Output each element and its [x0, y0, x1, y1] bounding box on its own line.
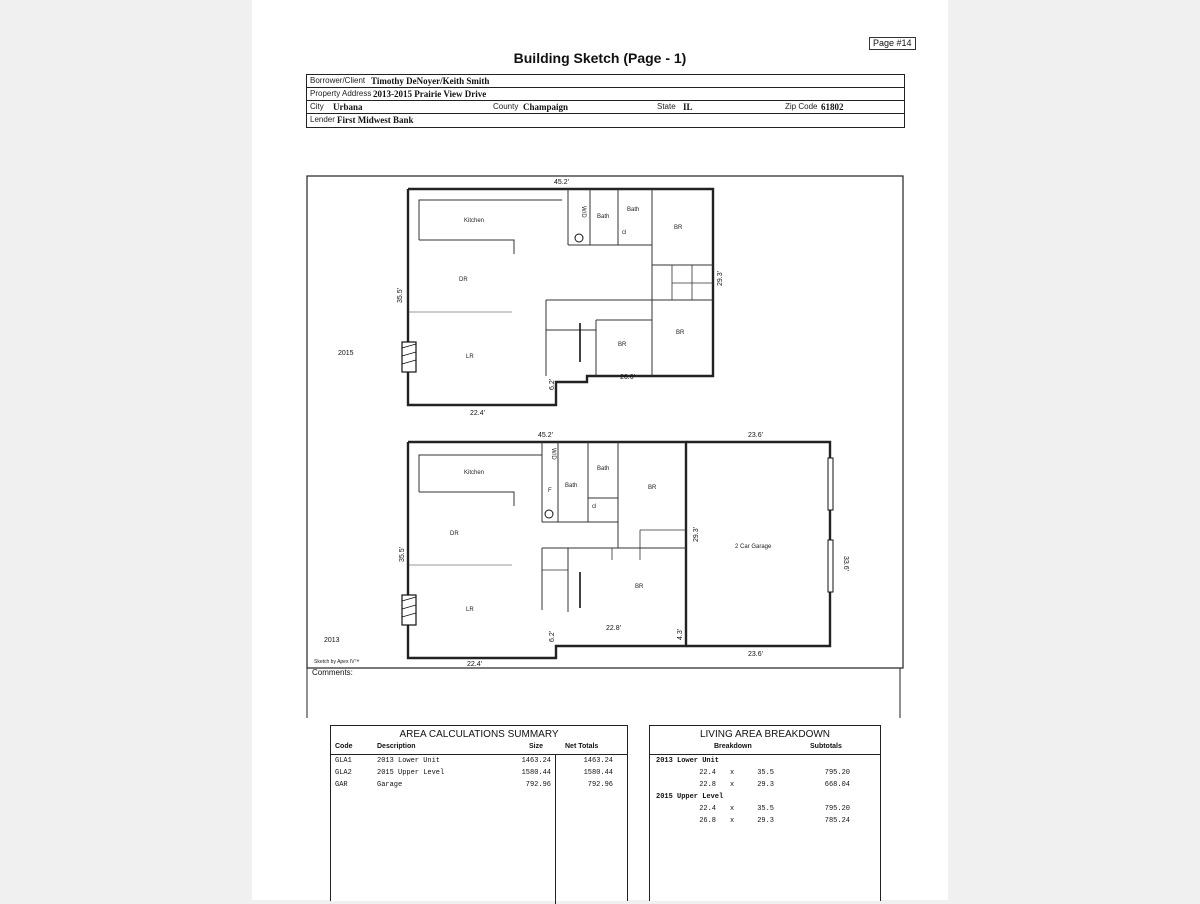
room-label: Kitchen [464, 470, 485, 476]
room-label: Bath [597, 466, 610, 472]
breakdown-dimension: 22.4 [699, 769, 716, 777]
room-label: BR [676, 330, 685, 336]
dimension-label: 6.2' [549, 378, 556, 390]
breakdown-dimension: 29.3 [757, 781, 774, 789]
room-label: LR [466, 354, 474, 360]
breakdown-times: x [730, 769, 735, 777]
breakdown-times: x [730, 781, 735, 789]
unit-label: 2015 [338, 350, 354, 357]
address-label: Property Address [310, 89, 372, 98]
lender-label: Lender [310, 115, 335, 124]
room-label: BR [635, 584, 644, 590]
state-value: IL [683, 102, 693, 112]
city-value: Urbana [333, 102, 363, 112]
room-label: 2 Car Garage [735, 544, 772, 550]
page-title: Building Sketch (Page - 1) [513, 50, 687, 66]
dimension-label: 26.6' [620, 374, 635, 381]
table-cell: GLA2 [335, 769, 352, 777]
breakdown-dimension: 22.8 [699, 781, 716, 789]
table-cell: 1580.44 [583, 769, 613, 777]
column-header: Code [335, 743, 353, 750]
room-label: F [548, 488, 552, 494]
county-label: County [493, 102, 519, 111]
upper-unit-plan [402, 189, 713, 405]
breakdown-subtotal: 795.20 [824, 805, 850, 813]
room-label: W/D [580, 206, 586, 218]
fireplace-icon [402, 595, 416, 625]
table-cell: GLA1 [335, 757, 352, 765]
room-label: DR [459, 277, 468, 283]
table-cell: 792.96 [587, 781, 613, 789]
breakdown-group: 2015 Upper Level [656, 793, 724, 801]
breakdown-dimension: 29.3 [757, 817, 774, 825]
area-summary-table [330, 725, 628, 901]
dimension-label: 22.4' [470, 410, 485, 417]
state-label: State [657, 102, 676, 111]
dimension-label: 35.5' [399, 547, 406, 562]
table-cell: Garage [377, 781, 403, 789]
table-cell: 1580.44 [521, 769, 551, 777]
room-label: BR [618, 342, 627, 348]
fireplace-icon [402, 342, 416, 372]
breakdown-dimension: 35.5 [757, 805, 774, 813]
table-cell: 2013 Lower Unit [377, 757, 441, 765]
table-cell: 792.96 [525, 781, 551, 789]
breakdown-dimension: 35.5 [757, 769, 774, 777]
column-header: Description [377, 743, 416, 750]
county-value: Champaign [523, 102, 569, 112]
room-label: DR [450, 531, 459, 537]
document-page [252, 0, 948, 900]
zip-value: 61802 [821, 102, 844, 112]
dimension-label: 29.3' [717, 271, 724, 286]
dimension-label: 22.8' [606, 625, 621, 632]
dimension-label: 22.4' [467, 661, 482, 668]
breakdown-subtotal: 785.24 [824, 817, 850, 825]
dimension-label: 4.3' [677, 628, 684, 640]
room-label: BR [674, 225, 683, 231]
room-label: W/D [550, 448, 556, 460]
table-cell: 1463.24 [583, 757, 613, 765]
living-area-breakdown-table [649, 725, 881, 901]
comments-label: Comments: [312, 668, 353, 677]
column-header: Size [529, 743, 544, 750]
area-summary-title: AREA CALCULATIONS SUMMARY [399, 729, 559, 740]
table-cell: 2015 Upper Level [377, 769, 445, 777]
breakdown-subtotal: 795.20 [824, 769, 850, 777]
city-label: City [310, 102, 324, 111]
living-breakdown-title: LIVING AREA BREAKDOWN [699, 729, 831, 740]
breakdown-subtotal: 668.04 [824, 781, 850, 789]
unit-label: 2013 [324, 637, 340, 644]
table-cell: 1463.24 [521, 757, 551, 765]
breakdown-group: 2013 Lower Unit [656, 757, 720, 765]
dimension-label: 23.6' [748, 651, 763, 658]
breakdown-dimension: 26.8 [699, 817, 716, 825]
dimension-label: 6.2' [549, 630, 556, 642]
column-header: Breakdown [714, 743, 752, 750]
lender-value: First Midwest Bank [337, 115, 414, 125]
breakdown-times: x [730, 805, 735, 813]
zip-label: Zip Code [785, 102, 818, 111]
dimension-label: 45.2' [554, 179, 569, 186]
dimension-label: 35.5' [397, 288, 404, 303]
room-label: Bath [565, 483, 578, 489]
address-value: 2013-2015 Prairie View Drive [373, 89, 487, 99]
software-label: Sketch by Apex IV™ [314, 659, 360, 665]
breakdown-dimension: 22.4 [699, 805, 716, 813]
dimension-label: 29.3' [693, 527, 700, 542]
room-label: BR [648, 485, 657, 491]
room-label: Bath [597, 214, 610, 220]
room-label: Kitchen [464, 218, 485, 224]
page-number-badge: Page #14 [869, 37, 916, 50]
room-label: Bath [627, 207, 640, 213]
dimension-label: 23.6' [748, 432, 763, 439]
breakdown-times: x [730, 817, 735, 825]
table-cell: GAR [335, 781, 348, 789]
room-label: cl [622, 230, 627, 236]
dimension-label: 33.6' [842, 556, 849, 571]
dimension-label: 45.2' [538, 432, 553, 439]
borrower-label: Borrower/Client [310, 76, 366, 85]
room-label: LR [466, 607, 474, 613]
room-label: cl [592, 504, 597, 510]
sketch-frame [307, 176, 903, 668]
column-header: Subtotals [810, 743, 842, 750]
column-header: Net Totals [565, 743, 599, 750]
borrower-value: Timothy DeNoyer/Keith Smith [371, 76, 490, 86]
